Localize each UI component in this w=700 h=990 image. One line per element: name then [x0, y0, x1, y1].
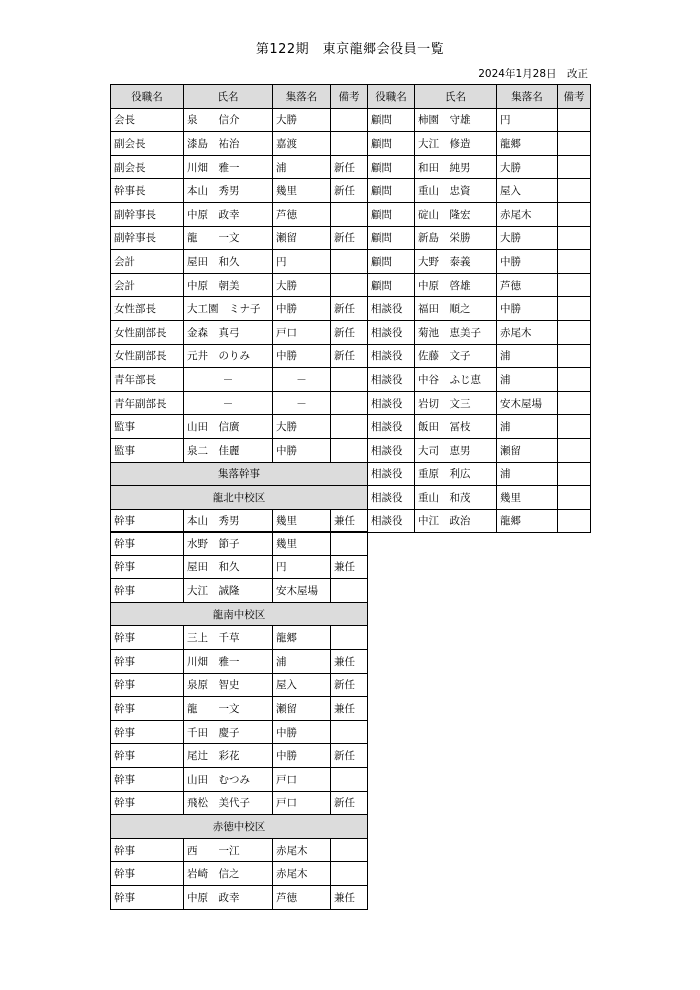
role-cell: 相談役: [368, 486, 415, 510]
role-cell: 相談役: [368, 391, 415, 415]
village-cell: 龍郷: [273, 626, 331, 650]
village-cell: 戸口: [273, 320, 331, 344]
village-cell: 瀬留: [497, 438, 558, 462]
role-cell: 青年部長: [111, 368, 184, 392]
role-cell: 幹事: [111, 791, 184, 815]
table-row: [111, 744, 368, 768]
note-cell: [331, 368, 368, 392]
header-village-2: 集落名: [497, 85, 558, 109]
district-header: 龍北中校区: [111, 486, 368, 510]
note-cell: 新任: [331, 155, 368, 179]
name-cell: 川畑 雅一: [184, 155, 273, 179]
role-cell: 女性副部長: [111, 320, 184, 344]
name-cell: 中谷 ふじ恵: [415, 368, 497, 392]
role-cell: 会計: [111, 273, 184, 297]
table-row: [111, 626, 368, 650]
name-cell: 飛松 美代子: [184, 791, 273, 815]
name-cell: 岩切 文三: [415, 391, 497, 415]
role-cell: 監事: [111, 438, 184, 462]
role-cell: 幹事長: [111, 179, 184, 203]
note-cell: 新任: [331, 673, 368, 697]
village-cell: 円: [497, 108, 558, 132]
note-cell: [558, 273, 591, 297]
village-cell: 中勝: [273, 297, 331, 321]
role-cell: 副会長: [111, 155, 184, 179]
role-cell: 顧問: [368, 202, 415, 226]
note-cell: [331, 579, 368, 603]
village-cell: 浦: [497, 415, 558, 439]
table-row: [111, 838, 368, 862]
table-row: [111, 368, 591, 392]
name-cell: 泉 信介: [184, 108, 273, 132]
note-cell: 新任: [331, 179, 368, 203]
note-cell: [331, 391, 368, 415]
name-cell: 漆島 祐治: [184, 132, 273, 156]
role-cell: 幹事: [111, 555, 184, 579]
role-cell: 幹事: [111, 838, 184, 862]
district-rows: [111, 532, 368, 910]
role-cell: 女性副部長: [111, 344, 184, 368]
table-row: [111, 673, 368, 697]
name-cell: 大江 修造: [415, 132, 497, 156]
note-cell: 新任: [331, 297, 368, 321]
table-header-row: [111, 85, 591, 109]
role-cell: 副会長: [111, 132, 184, 156]
note-cell: [331, 767, 368, 791]
note-cell: [558, 320, 591, 344]
role-cell: 相談役: [368, 297, 415, 321]
note-cell: [331, 862, 368, 886]
village-cell: 屋入: [497, 179, 558, 203]
table-row: [111, 602, 368, 626]
table-row: [111, 509, 591, 533]
section-header: 集落幹事: [111, 462, 368, 486]
name-cell: 重山 忠資: [415, 179, 497, 203]
village-cell: 大勝: [273, 415, 331, 439]
note-cell: [558, 226, 591, 250]
note-cell: [331, 720, 368, 744]
role-cell: 相談役: [368, 344, 415, 368]
name-cell: 西 一江: [184, 838, 273, 862]
role-cell: 青年副部長: [111, 391, 184, 415]
name-cell: 菊池 恵美子: [415, 320, 497, 344]
name-cell: 屋田 和久: [184, 250, 273, 274]
role-cell: 幹事: [111, 744, 184, 768]
role-cell: 幹事: [111, 767, 184, 791]
table-row: [111, 885, 368, 909]
name-cell: 大司 恵男: [415, 438, 497, 462]
note-cell: [331, 838, 368, 862]
header-role: 役職名: [111, 85, 184, 109]
name-cell: 飯田 冨枝: [415, 415, 497, 439]
name-cell: 龍 一文: [184, 697, 273, 721]
note-cell: 新任: [331, 744, 368, 768]
table-row: [111, 579, 368, 603]
role-cell: 相談役: [368, 462, 415, 486]
name-cell: 中原 政幸: [184, 202, 273, 226]
village-cell: 幾里: [273, 509, 331, 533]
name-cell: 大江 誠隆: [184, 579, 273, 603]
note-cell: [558, 155, 591, 179]
note-cell: [558, 415, 591, 439]
role-cell: 顧問: [368, 273, 415, 297]
note-cell: [331, 108, 368, 132]
note-cell: 新任: [331, 320, 368, 344]
role-cell: 会長: [111, 108, 184, 132]
village-cell: 戸口: [273, 791, 331, 815]
role-cell: 幹事: [111, 862, 184, 886]
name-cell: 三上 千草: [184, 626, 273, 650]
village-cell: 中勝: [497, 297, 558, 321]
note-cell: [331, 626, 368, 650]
role-cell: 副幹事長: [111, 226, 184, 250]
role-cell: 監事: [111, 415, 184, 439]
name-cell: －: [184, 391, 273, 415]
village-cell: 赤尾木: [273, 838, 331, 862]
officer-table: [110, 84, 591, 533]
note-cell: 兼任: [331, 697, 368, 721]
note-cell: 新任: [331, 226, 368, 250]
role-cell: 幹事: [111, 673, 184, 697]
note-cell: [331, 532, 368, 556]
role-cell: 顧問: [368, 179, 415, 203]
role-cell: 幹事: [111, 885, 184, 909]
district-table: [110, 531, 368, 910]
district-header: 赤徳中校区: [111, 815, 368, 839]
note-cell: [331, 273, 368, 297]
name-cell: 元井 のりみ: [184, 344, 273, 368]
name-cell: 碇山 隆宏: [415, 202, 497, 226]
note-cell: [558, 391, 591, 415]
village-cell: 芦徳: [273, 202, 331, 226]
village-cell: 赤尾木: [273, 862, 331, 886]
name-cell: 本山 秀男: [184, 509, 273, 533]
name-cell: 川畑 雅一: [184, 649, 273, 673]
table-row: [111, 555, 368, 579]
village-cell: 浦: [273, 649, 331, 673]
village-cell: 大勝: [273, 273, 331, 297]
note-cell: [331, 250, 368, 274]
table-row: [111, 415, 591, 439]
name-cell: 和田 純男: [415, 155, 497, 179]
officer-rows: [111, 108, 591, 533]
name-cell: 山田 むつみ: [184, 767, 273, 791]
table-row: [111, 649, 368, 673]
village-cell: －: [273, 391, 331, 415]
name-cell: 山田 信廣: [184, 415, 273, 439]
village-cell: 龍郷: [497, 132, 558, 156]
note-cell: 兼任: [331, 885, 368, 909]
note-cell: [558, 297, 591, 321]
village-cell: 幾里: [273, 532, 331, 556]
table-row: [111, 462, 591, 486]
name-cell: －: [184, 368, 273, 392]
name-cell: 柿園 守雄: [415, 108, 497, 132]
role-cell: 幹事: [111, 532, 184, 556]
note-cell: [558, 438, 591, 462]
note-cell: 新任: [331, 344, 368, 368]
village-cell: 中勝: [273, 744, 331, 768]
table-row: [111, 862, 368, 886]
village-cell: 戸口: [273, 767, 331, 791]
table-row: [111, 767, 368, 791]
name-cell: 泉原 智史: [184, 673, 273, 697]
role-cell: 幹事: [111, 649, 184, 673]
role-cell: 相談役: [368, 438, 415, 462]
village-cell: 中勝: [273, 720, 331, 744]
name-cell: 中原 朝美: [184, 273, 273, 297]
table-row: [111, 344, 591, 368]
village-cell: 嘉渡: [273, 132, 331, 156]
table-row: [111, 791, 368, 815]
village-cell: 中勝: [497, 250, 558, 274]
village-cell: －: [273, 368, 331, 392]
role-cell: 女性部長: [111, 297, 184, 321]
note-cell: [558, 509, 591, 533]
table-row: [111, 486, 591, 510]
village-cell: 幾里: [497, 486, 558, 510]
table-row: [111, 250, 591, 274]
role-cell: 幹事: [111, 626, 184, 650]
role-cell: 顧問: [368, 155, 415, 179]
village-cell: 円: [273, 555, 331, 579]
note-cell: 兼任: [331, 555, 368, 579]
name-cell: 千田 慶子: [184, 720, 273, 744]
village-cell: 赤尾木: [497, 320, 558, 344]
name-cell: 尾辻 彩花: [184, 744, 273, 768]
table-row: [111, 108, 591, 132]
header-name: 氏名: [184, 85, 273, 109]
village-cell: 瀬留: [273, 226, 331, 250]
note-cell: [558, 486, 591, 510]
village-cell: 芦徳: [273, 885, 331, 909]
village-cell: 浦: [273, 155, 331, 179]
village-cell: 浦: [497, 462, 558, 486]
name-cell: 福田 順之: [415, 297, 497, 321]
header-note-2: 備考: [558, 85, 591, 109]
table-row: [111, 179, 591, 203]
note-cell: 兼任: [331, 509, 368, 533]
note-cell: [331, 202, 368, 226]
name-cell: 金森 真弓: [184, 320, 273, 344]
village-cell: 芦徳: [497, 273, 558, 297]
name-cell: 大野 泰義: [415, 250, 497, 274]
role-cell: 相談役: [368, 415, 415, 439]
district-header: 龍南中校区: [111, 602, 368, 626]
note-cell: [331, 438, 368, 462]
name-cell: 佐藤 文子: [415, 344, 497, 368]
role-cell: 顧問: [368, 108, 415, 132]
header-role-2: 役職名: [368, 85, 415, 109]
name-cell: 水野 節子: [184, 532, 273, 556]
role-cell: 副幹事長: [111, 202, 184, 226]
table-row: [111, 226, 591, 250]
note-cell: [558, 368, 591, 392]
table-row: [111, 391, 591, 415]
table-row: [111, 132, 591, 156]
table-row: [111, 720, 368, 744]
name-cell: 中江 政治: [415, 509, 497, 533]
note-cell: [558, 179, 591, 203]
table-row: [111, 815, 368, 839]
header-village: 集落名: [273, 85, 331, 109]
note-cell: [558, 132, 591, 156]
name-cell: 龍 一文: [184, 226, 273, 250]
header-note: 備考: [331, 85, 368, 109]
role-cell: 幹事: [111, 697, 184, 721]
note-cell: [558, 108, 591, 132]
role-cell: 相談役: [368, 509, 415, 533]
note-cell: [558, 344, 591, 368]
table-row: [111, 273, 591, 297]
role-cell: 会計: [111, 250, 184, 274]
name-cell: 重原 利広: [415, 462, 497, 486]
header-name-2: 氏名: [415, 85, 497, 109]
village-cell: 屋入: [273, 673, 331, 697]
role-cell: 顧問: [368, 132, 415, 156]
role-cell: 相談役: [368, 368, 415, 392]
note-cell: 兼任: [331, 649, 368, 673]
village-cell: 安木屋場: [273, 579, 331, 603]
role-cell: 顧問: [368, 226, 415, 250]
village-cell: 大勝: [273, 108, 331, 132]
role-cell: 幹事: [111, 579, 184, 603]
name-cell: 中原 啓雄: [415, 273, 497, 297]
note-cell: [558, 202, 591, 226]
village-cell: 浦: [497, 344, 558, 368]
name-cell: 大工園 ミナ子: [184, 297, 273, 321]
note-cell: [558, 462, 591, 486]
village-cell: 円: [273, 250, 331, 274]
village-cell: 浦: [497, 368, 558, 392]
name-cell: 中原 政幸: [184, 885, 273, 909]
note-cell: [331, 132, 368, 156]
name-cell: 重山 和茂: [415, 486, 497, 510]
table-row: [111, 697, 368, 721]
note-cell: [331, 415, 368, 439]
village-cell: 龍郷: [497, 509, 558, 533]
role-cell: 顧問: [368, 250, 415, 274]
village-cell: 瀬留: [273, 697, 331, 721]
name-cell: 屋田 和久: [184, 555, 273, 579]
village-cell: 大勝: [497, 155, 558, 179]
note-cell: 新任: [331, 791, 368, 815]
role-cell: 相談役: [368, 320, 415, 344]
village-cell: 赤尾木: [497, 202, 558, 226]
village-cell: 中勝: [273, 344, 331, 368]
note-cell: [558, 250, 591, 274]
village-cell: 安木屋場: [497, 391, 558, 415]
role-cell: 幹事: [111, 509, 184, 533]
page-title: 第122期 東京龍郷会役員一覧: [255, 42, 445, 57]
village-cell: 幾里: [273, 179, 331, 203]
table-row: [111, 297, 591, 321]
table-row: [111, 532, 368, 556]
table-row: [111, 202, 591, 226]
name-cell: 泉二 佳麗: [184, 438, 273, 462]
table-row: [111, 438, 591, 462]
table-row: [111, 155, 591, 179]
revision-date: 2024年1月28日 改正: [478, 68, 588, 80]
role-cell: 幹事: [111, 720, 184, 744]
village-cell: 中勝: [273, 438, 331, 462]
village-cell: 大勝: [497, 226, 558, 250]
name-cell: 新島 栄勝: [415, 226, 497, 250]
name-cell: 岩崎 信之: [184, 862, 273, 886]
name-cell: 本山 秀男: [184, 179, 273, 203]
table-row: [111, 320, 591, 344]
